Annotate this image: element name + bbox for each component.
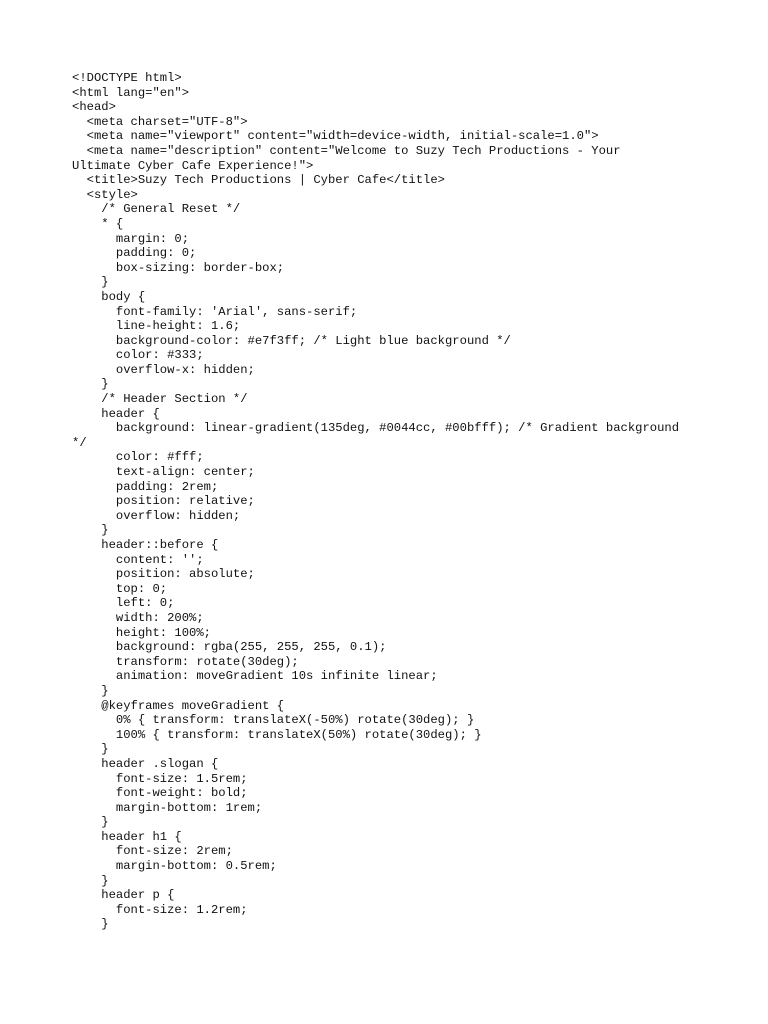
code-line: position: relative; — [72, 494, 255, 509]
code-line: Ultimate Cyber Cafe Experience!"> — [72, 158, 314, 173]
code-line: color: #fff; — [72, 450, 204, 465]
code-line: 0% { transform: translateX(-50%) rotate(30deg); } — [72, 713, 475, 728]
code-line: font-size: 2rem; — [72, 844, 233, 859]
code-line: } — [72, 377, 109, 392]
code-line: content: ''; — [72, 552, 204, 567]
code-line: <title>Suzy Tech Productions | Cyber Cafe</title> — [72, 173, 445, 188]
code-line: color: #333; — [72, 348, 204, 363]
code-line: font-size: 1.5rem; — [72, 771, 248, 786]
code-line: * { — [72, 216, 124, 231]
code-line: overflow-x: hidden; — [72, 362, 255, 377]
code-line: box-sizing: border-box; — [72, 260, 285, 275]
code-line: top: 0; — [72, 581, 168, 596]
code-line: <meta charset="UTF-8"> — [72, 114, 248, 129]
code-line: background: linear-gradient(135deg, #0044cc, #00bfff); /* Gradient background — [72, 421, 680, 436]
code-line: background-color: #e7f3ff; /* Light blue background */ — [72, 333, 511, 348]
code-line: height: 100%; — [72, 625, 211, 640]
code-line: margin-bottom: 0.5rem; — [72, 859, 277, 874]
code-line: <html lang="en"> — [72, 85, 190, 100]
code-line: transform: rotate(30deg); — [72, 654, 299, 669]
code-line: /* Header Section */ — [72, 392, 248, 407]
code-line: } — [72, 917, 109, 932]
code-line: } — [72, 523, 109, 538]
code-line: padding: 0; — [72, 246, 197, 261]
code-line: padding: 2rem; — [72, 479, 219, 494]
code-line: */ — [72, 435, 87, 450]
code-line: } — [72, 742, 109, 757]
code-line: @keyframes moveGradient { — [72, 698, 285, 713]
code-line: header .slogan { — [72, 756, 219, 771]
code-line: <head> — [72, 100, 116, 115]
code-line: font-size: 1.2rem; — [72, 902, 248, 917]
code-line: overflow: hidden; — [72, 508, 241, 523]
code-line: line-height: 1.6; — [72, 319, 241, 334]
code-line: <style> — [72, 187, 138, 202]
code-line: background: rgba(255, 255, 255, 0.1); — [72, 640, 387, 655]
code-listing — [72, 71, 752, 932]
code-line: <meta name="description" content="Welcome to Suzy Tech Productions - Your — [72, 143, 621, 158]
code-line: 100% { transform: translateX(50%) rotate(30deg); } — [72, 727, 482, 742]
code-line: <meta name="viewport" content="width=device-width, initial-scale=1.0"> — [72, 129, 599, 144]
code-line: header::before { — [72, 538, 219, 552]
code-line: font-family: 'Arial', sans-serif; — [72, 304, 358, 319]
code-line: } — [72, 873, 109, 888]
code-line: /* General Reset */ — [72, 202, 241, 217]
code-line: } — [72, 683, 109, 698]
code-line: position: absolute; — [72, 567, 255, 582]
code-line: margin-bottom: 1rem; — [72, 800, 263, 815]
code-line: left: 0; — [72, 596, 175, 611]
code-line: font-weight: bold; — [72, 786, 248, 801]
code-line: margin: 0; — [72, 231, 190, 246]
code-line: text-align: center; — [72, 465, 255, 480]
code-line: animation: moveGradient 10s infinite linear; — [72, 669, 438, 684]
code-line: } — [72, 815, 109, 830]
code-line: width: 200%; — [72, 610, 204, 625]
code-line: header { — [72, 406, 160, 421]
code-line: header h1 { — [72, 829, 182, 844]
code-line: <!DOCTYPE html> — [72, 71, 182, 85]
code-line: header p { — [72, 888, 175, 903]
code-line: } — [72, 275, 109, 290]
code-line: body { — [72, 289, 146, 304]
